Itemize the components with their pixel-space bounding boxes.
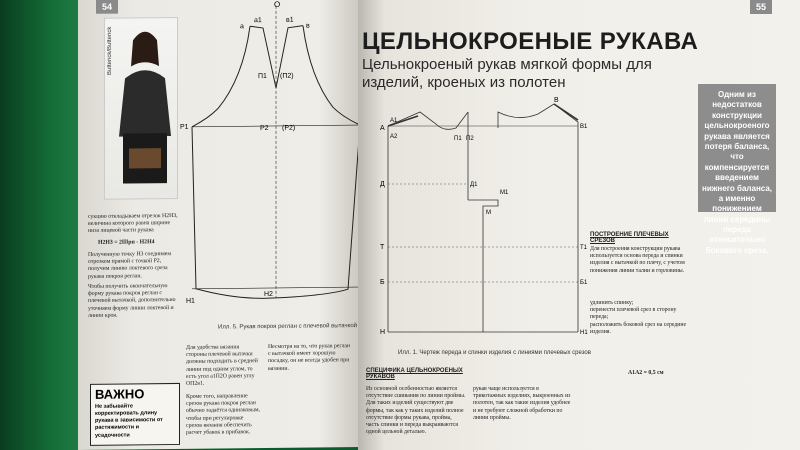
label-b1: в1: [286, 16, 294, 24]
label-H1: Н1: [186, 297, 195, 305]
label-H: Н: [380, 329, 386, 336]
label-D: Д: [380, 181, 385, 188]
left-figure-caption: Илл. 5. Рукав покроя реглан с плечевой вытачкой: [218, 323, 358, 331]
label-A1: A1: [390, 118, 398, 124]
left-intro-text: сукцию откладываем отрезок Н2Н3, величина которого равна ширине низа лицевой части рукава: [88, 212, 178, 235]
bullet-item: расположить боковой срез на середине изделия.: [590, 321, 687, 335]
callout-box: Одним из недостатков конструкции цельнокроеного рукава является потеря баланса, что компенсируется введением нижнего баланса, а именно понижением линии середины переда относительно бокового среза.: [698, 84, 776, 212]
bodice-draft: [358, 92, 590, 342]
section2-heading: ПОСТРОЕНИЕ ПЛЕЧЕВЫХ СРЕЗОВ: [590, 232, 669, 244]
section-title: ЦЕЛЬНОКРОЕНЫЕ РУКАВА: [362, 28, 699, 55]
label-O: O: [274, 0, 281, 9]
right-figure-caption: Илл. 1. Чертеж переда и спинки изделия с линиями плечевых срезов: [398, 350, 591, 356]
model-figure: [105, 18, 177, 199]
book-cover-edge: [0, 0, 82, 450]
label-B6: Б: [380, 279, 385, 286]
label-B1: B1: [580, 124, 588, 130]
bullet-list: [590, 300, 688, 336]
label-H1: Н1: [580, 330, 588, 336]
left-p2: Чтобы получить окончательную форму рукава покроя реглан с плечевой вытачкой, дополнительно уточняем форму линии локтевой и линии кроя.: [88, 283, 176, 319]
important-body: Не забывайте корректировать длину рукава в зависимости от растяжимости и усадочности: [95, 403, 163, 439]
label-P1: П1: [258, 73, 267, 81]
bullet-item: перенести плечевой срез в сторону переда;: [590, 307, 677, 321]
section2-text: Для построения конструкции рукава используется основа переда и спинки изделия с вытачкой по плечу, с учетом понижения линии талии и горловины.: [590, 246, 685, 274]
section-subtitle: Цельнокроеный рукав мягкой формы для изделий, кроеных из полотен: [362, 56, 652, 92]
important-note-box: [90, 383, 180, 446]
photo-credit: Butterick/Butterick: [107, 26, 113, 76]
page-number-right: 55: [750, 0, 772, 14]
left-formula: Н2Н3 = 2Шрп - Н2Н4: [98, 239, 155, 246]
left-col1: Для удобства вязания стороны плечевой вытачки должны подходить в средней линии под одним углом, то есть угол а1П2О равен углу ОП2в1.: [186, 344, 258, 388]
right-page: [358, 0, 800, 450]
label-B: B: [554, 97, 559, 104]
label-P2: П2: [466, 136, 474, 142]
label-A2: A2: [390, 134, 398, 140]
label-Pc: Р2: [260, 125, 269, 133]
label-B61: Б1: [580, 280, 588, 286]
section1-col2: рукав чаще используется в трикотажных изделиях, выкроенных из полотен, так как такие изделия удобнее и не требуют сложной обработки по линии проймы.: [473, 386, 571, 421]
raglan-sleeve-draft: [178, 0, 358, 319]
important-heading: ВАЖНО: [95, 386, 145, 402]
label-T: Т: [380, 244, 385, 251]
section1-heading: СПЕЦИФИКА ЦЕЛЬНОКРОЕНЫХ РУКАВОВ: [366, 368, 463, 380]
left-page: [78, 0, 361, 450]
label-H2: Н2: [264, 290, 273, 299]
bullet-item: удлинить спинку;: [590, 300, 634, 306]
label-T1: Т1: [580, 245, 588, 251]
label-M: М: [486, 210, 491, 216]
label-b: в: [306, 22, 310, 30]
label-Pl: Р1: [180, 123, 189, 131]
right-formula: А1А2 = 0,5 см: [628, 370, 664, 376]
page-number-left: 54: [96, 0, 118, 14]
left-p1: Полученную точку Н3 соединяем отрезком прямой с точкой Р2, получим линию локтевого среза рукава покроя реглан.: [88, 251, 172, 280]
label-D1: Д1: [470, 182, 478, 188]
label-A: A: [380, 125, 385, 132]
model-photo: [104, 17, 178, 200]
section1-text: Из основной особенностью является отсутствие сшивания по линии проймы. Для таких изделий существуют две формы, так как у таких изделий полное отсутствие формы рукава, пройма, часть спинки и переда выкраиваются одной цельной деталью.: [366, 386, 466, 436]
label-Pm: (Р2): [282, 124, 296, 132]
label-M1: М1: [500, 190, 509, 196]
label-a: a: [240, 23, 244, 31]
left-col3: Кроме того, направление срезов рукава покроя реглан обычно задаётся одинаковым, чтобы при регулировке срезов вязания обеспечить расчет убавок в прибавок.: [186, 393, 260, 437]
label-P1: П1: [454, 136, 462, 142]
label-a1: a1: [254, 17, 262, 25]
left-col2: Несмотря на то, что рукав реглан с вытачкой имеет хорошую посадку, он не всегда удобен при вязании.: [268, 343, 351, 372]
label-P2: (П2): [280, 72, 294, 80]
